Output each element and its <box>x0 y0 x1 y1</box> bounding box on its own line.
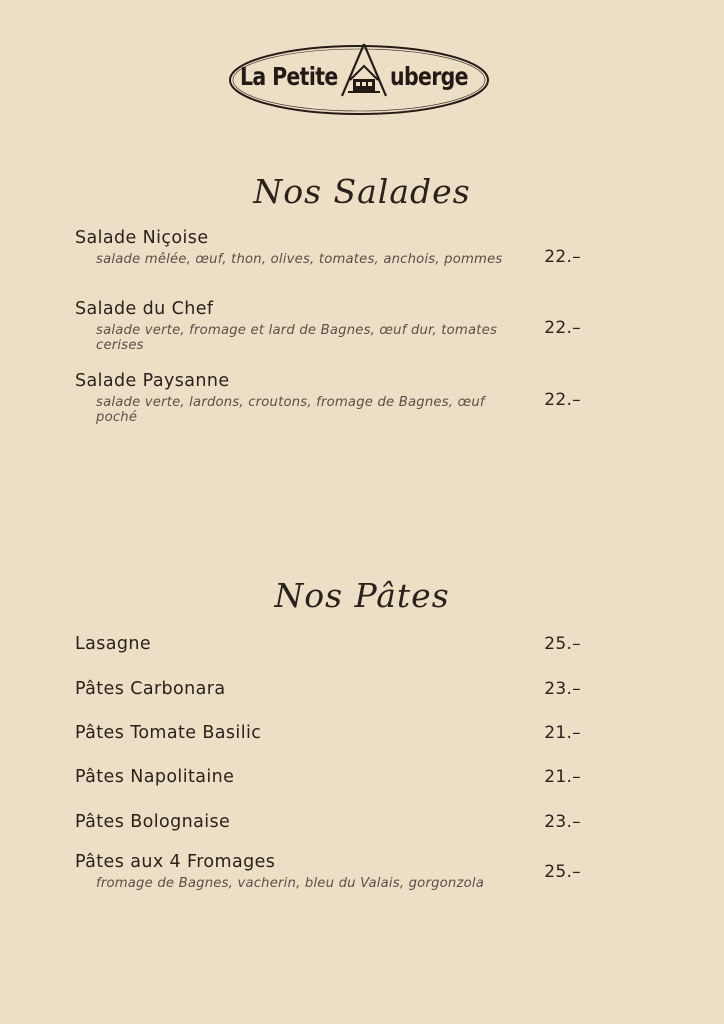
chalet-a-icon <box>338 42 390 98</box>
menu-item-name: Pâtes Tomate Basilic <box>75 723 262 743</box>
menu-item-description: fromage de Bagnes, vacherin, bleu du Valais, gorgonzola <box>96 876 485 891</box>
menu-item-name: Pâtes aux 4 Fromages <box>75 852 276 872</box>
logo-text-right: uberge <box>390 62 468 91</box>
section-title-salads: Nos Salades <box>253 172 471 211</box>
menu-item-price: 21.– <box>544 767 581 787</box>
menu-item-price: 21.– <box>544 723 581 743</box>
menu-item <box>75 812 655 832</box>
menu-item-name: Pâtes Napolitaine <box>75 767 235 787</box>
menu-item-name: Pâtes Carbonara <box>75 679 226 699</box>
menu-item-description: salade verte, lardons, croutons, fromage de Bagnes, œuf poché <box>96 395 485 425</box>
menu-item-name: Salade du Chef <box>75 299 214 319</box>
menu-item-price: 22.– <box>544 390 581 410</box>
logo-text-left: La Petite <box>240 62 338 91</box>
menu-item <box>75 371 655 425</box>
menu-item-description: salade mêlée, œuf, thon, olives, tomates, anchois, pommes <box>96 252 503 267</box>
menu-item <box>75 723 655 743</box>
menu-item-price: 25.– <box>544 862 581 882</box>
menu-item-name: Salade Paysanne <box>75 371 230 391</box>
menu-item-price: 22.– <box>544 318 581 338</box>
menu-item-name: Lasagne <box>75 634 152 654</box>
menu-item-price: 23.– <box>544 679 581 699</box>
menu-item <box>75 299 655 353</box>
menu-item-description: salade verte, fromage et lard de Bagnes, œuf dur, tomates cerises <box>96 323 498 353</box>
menu-item <box>75 767 655 787</box>
section-title-pasta: Nos Pâtes <box>274 576 450 615</box>
menu-item-price: 23.– <box>544 812 581 832</box>
menu-item-name: Salade Niçoise <box>75 228 209 248</box>
menu-item-price: 22.– <box>544 247 581 267</box>
menu-item <box>75 852 655 891</box>
menu-item-price: 25.– <box>544 634 581 654</box>
menu-item <box>75 634 655 654</box>
restaurant-logo <box>228 40 490 118</box>
menu-item <box>75 228 655 267</box>
menu-item-name: Pâtes Bolognaise <box>75 812 231 832</box>
menu-item <box>75 679 655 699</box>
